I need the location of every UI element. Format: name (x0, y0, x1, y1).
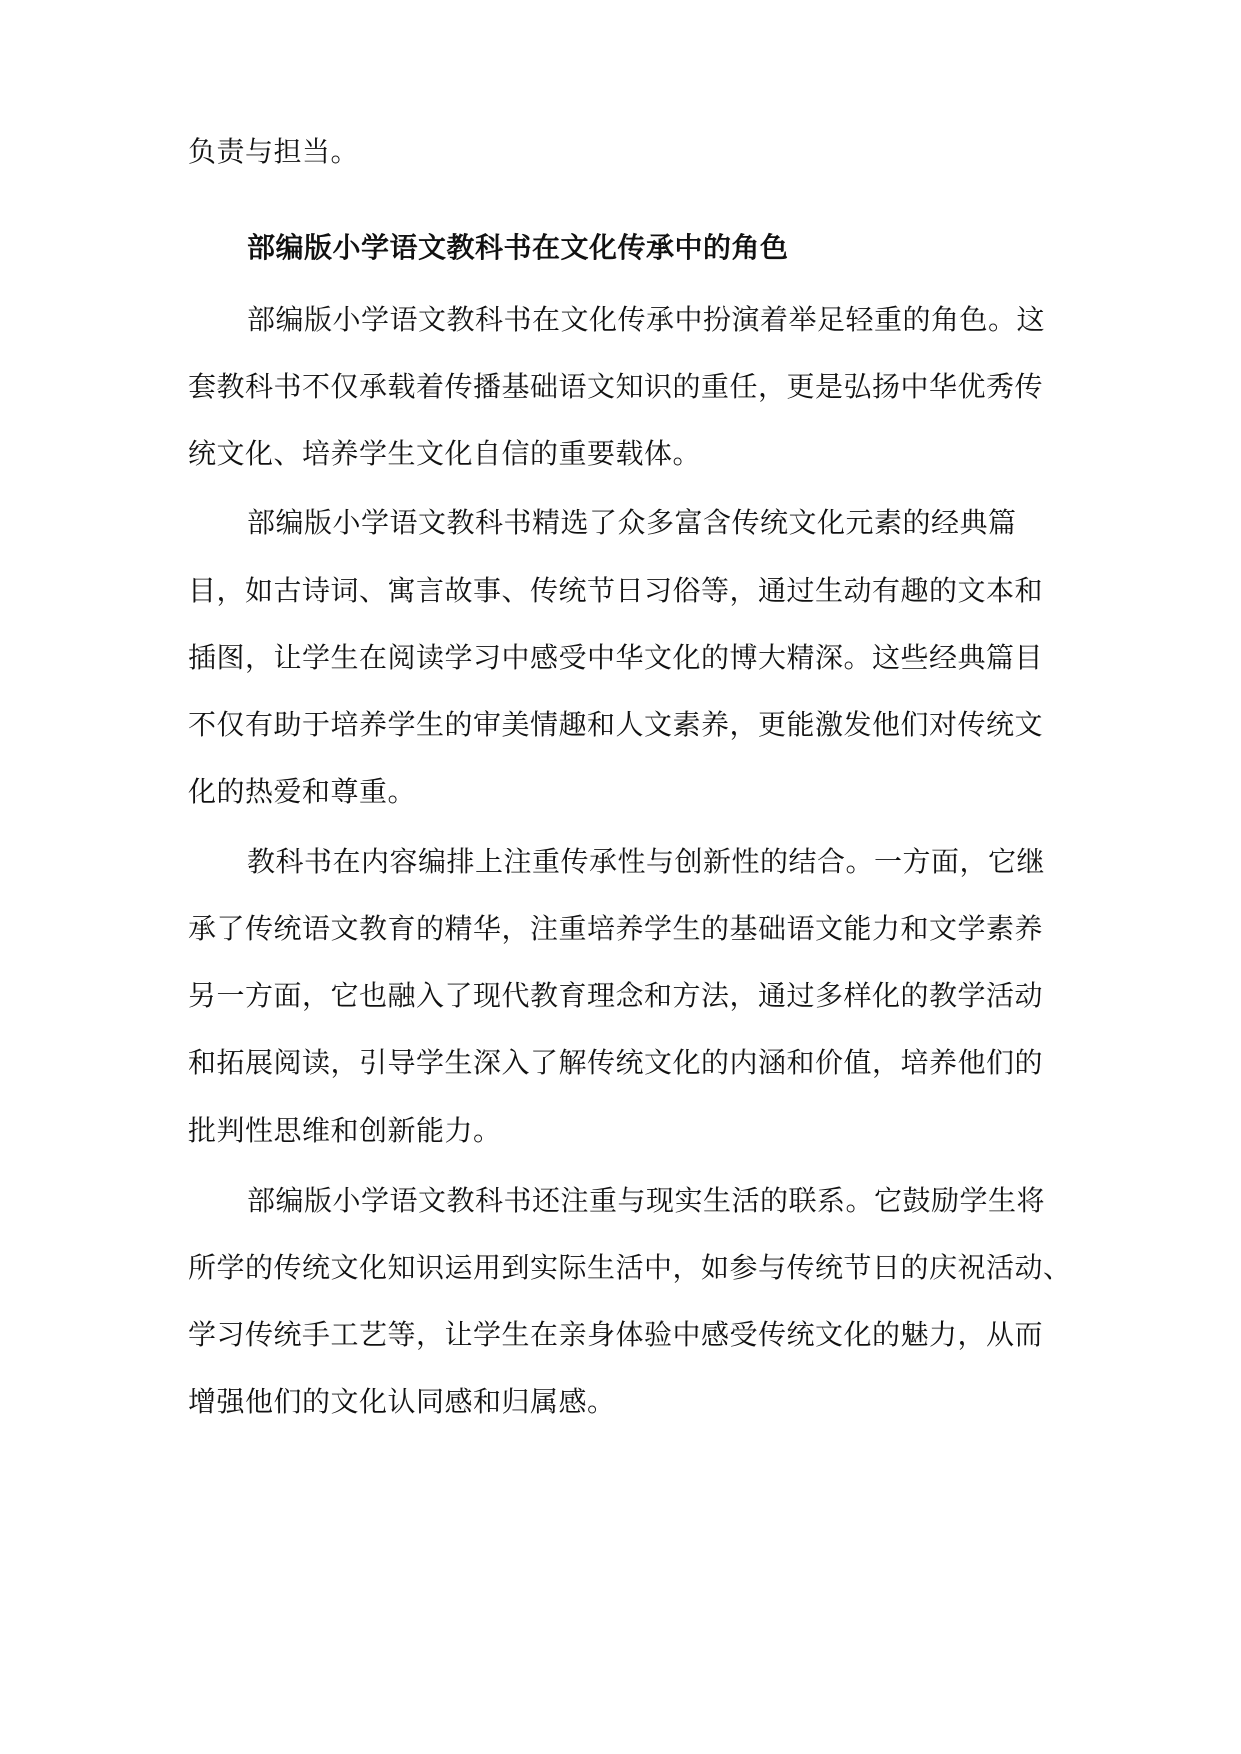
text-line: 教科书在内容编排上注重传承性与创新性的结合。一方面，它继 (247, 845, 1046, 878)
text-line: 负责与担当。 (188, 135, 360, 168)
text-line: 统文化、培养学生文化自信的重要载体。 (188, 437, 702, 470)
text-line: 承了传统语文教育的精华，注重培养学生的基础语文能力和文学素养 (188, 912, 1044, 945)
text-line: 增强他们的文化认同感和归属感。 (188, 1385, 616, 1418)
text-line: 部编版小学语文教科书在文化传承中扮演着举足轻重的角色。这 (247, 303, 1046, 336)
text-line: 批判性思维和创新能力。 (188, 1114, 502, 1147)
text-line: 化的热爱和尊重。 (188, 775, 417, 808)
text-line: 另一方面，它也融入了现代教育理念和方法，通过多样化的教学活动 (188, 979, 1044, 1012)
text-line: 部编版小学语文教科书还注重与现实生活的联系。它鼓励学生将 (247, 1184, 1046, 1217)
text-line: 部编版小学语文教科书精选了众多富含传统文化元素的经典篇 (247, 506, 1017, 539)
text-line: 学习传统手工艺等，让学生在亲身体验中感受传统文化的魅力，从而 (188, 1318, 1044, 1351)
section-title: 部编版小学语文教科书在文化传承中的角色 (247, 231, 789, 264)
text-line: 目，如古诗词、寓言故事、传统节日习俗等，通过生动有趣的文本和 (188, 574, 1044, 607)
text-line: 插图，让学生在阅读学习中感受中华文化的博大精深。这些经典篇目 (188, 641, 1044, 674)
text-line: 和拓展阅读，引导学生深入了解传统文化的内涵和价值，培养他们的 (188, 1046, 1044, 1079)
text-line: 不仅有助于培养学生的审美情趣和人文素养，更能激发他们对传统文 (188, 708, 1044, 741)
text-line: 套教科书不仅承载着传播基础语文知识的重任，更是弘扬中华优秀传 (188, 370, 1044, 403)
text-line: 所学的传统文化知识运用到实际生活中，如参与传统节日的庆祝活动、 (188, 1251, 1072, 1284)
